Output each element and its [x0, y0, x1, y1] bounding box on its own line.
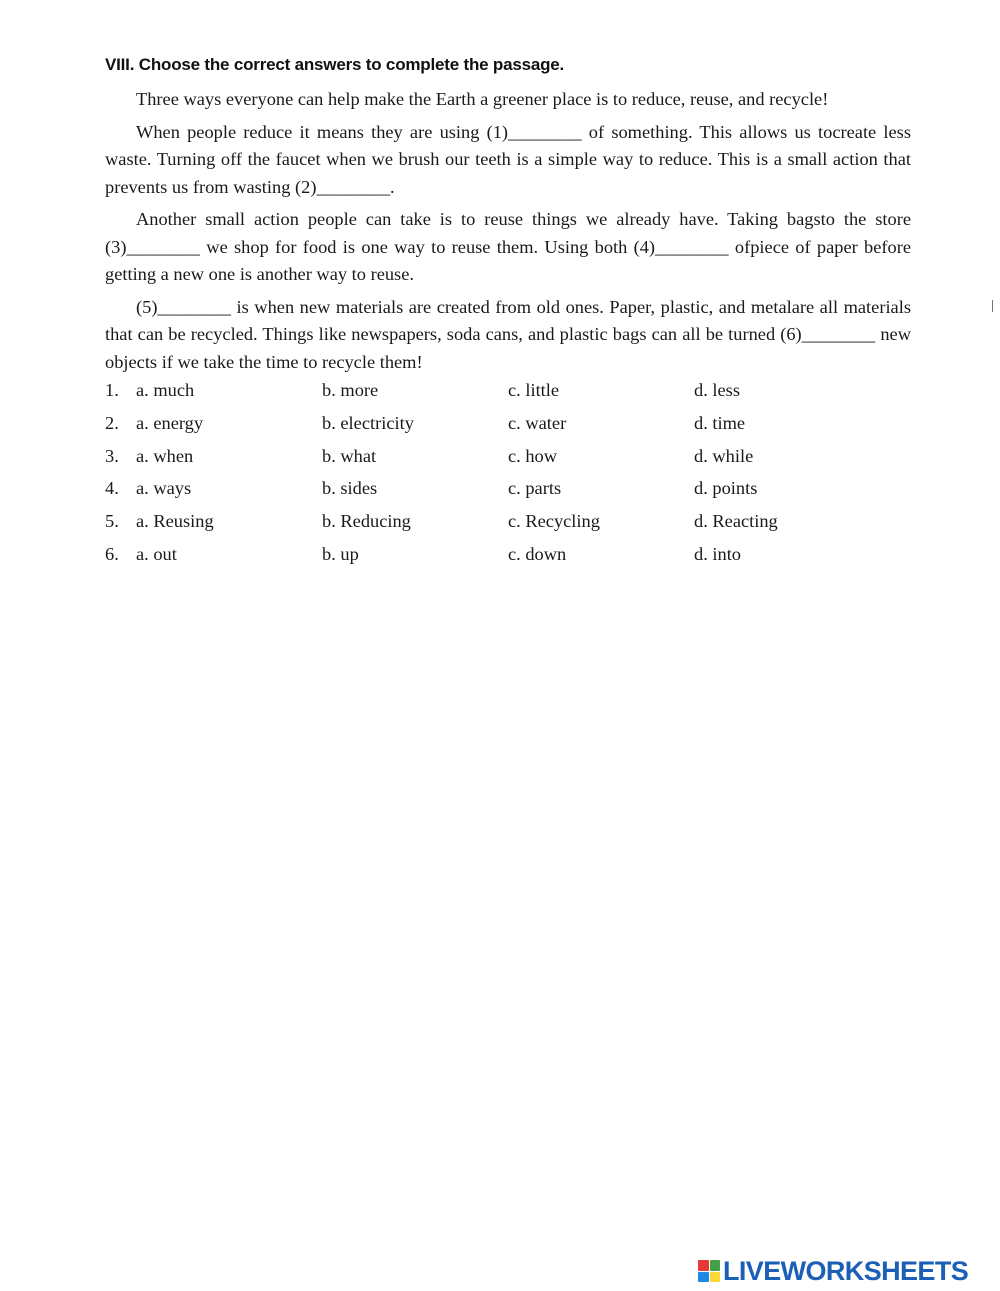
option-a: a. out	[136, 543, 177, 564]
option-d: d. while	[694, 445, 754, 466]
logo-square-yellow	[710, 1272, 721, 1283]
logo-text: LIVEWORKSHEETS	[723, 1255, 969, 1286]
question-row-1	[105, 380, 911, 413]
passage-paragraph-4: (5)________ is when new materials are created from old ones. Paper, plastic, and metalare all materials that can be recycled. Things like newspapers, soda cans, and plastic bags can all be turned (6)________ new objects if we take the time to recycle them!	[105, 296, 911, 372]
question-number: 3.	[105, 445, 119, 466]
question-number: 6.	[105, 543, 119, 564]
option-d: d. points	[694, 478, 758, 499]
reading-passage	[105, 86, 911, 381]
option-d: d. into	[694, 543, 742, 564]
option-b: b. Reducing	[322, 511, 411, 532]
logo-square-blue	[698, 1272, 709, 1283]
logo-square-green	[710, 1260, 721, 1271]
option-a: a. much	[136, 380, 195, 400]
option-b: b. electricity	[322, 412, 414, 433]
question-number: 2.	[105, 412, 119, 433]
margin-mark	[992, 300, 993, 312]
option-d: d. Reacting	[694, 511, 778, 532]
option-b: b. sides	[322, 478, 378, 499]
passage-paragraph-3: Another small action people can take is to reuse things we already have. Taking bagsto the store (3)________ we shop for food is one way to reuse them. Using both (4)________ ofpiece of paper before getting a new one is another way to reuse.	[105, 209, 911, 284]
option-b: b. up	[322, 543, 359, 564]
option-c: c. little	[508, 380, 560, 400]
option-c: c. Recycling	[508, 511, 600, 532]
option-c: c. water	[508, 412, 567, 433]
question-row-4	[105, 478, 911, 511]
liveworksheets-logo	[698, 1257, 968, 1285]
answer-options	[105, 380, 911, 577]
option-a: a. energy	[136, 412, 204, 433]
option-c: c. how	[508, 445, 558, 466]
option-a: a. when	[136, 445, 194, 466]
option-b: b. what	[322, 445, 377, 466]
question-row-5	[105, 511, 911, 544]
question-row-2	[105, 413, 911, 446]
option-a: a. Reusing	[136, 511, 214, 532]
passage-paragraph-2: When people reduce it means they are using (1)________ of something. This allows us tocreate less waste. Turning off the faucet when we brush our teeth is a simple way to reduce. This is a small action that prevents us from wasting (2)________.	[105, 121, 911, 197]
option-d: d. time	[694, 412, 746, 433]
question-row-6	[105, 544, 911, 577]
question-number: 1.	[105, 380, 119, 400]
option-c: c. parts	[508, 478, 562, 499]
option-b: b. more	[322, 380, 379, 400]
question-row-3	[105, 446, 911, 479]
liveworksheets-icon	[698, 1260, 720, 1282]
passage-paragraph-1: Three ways everyone can help make the Earth a greener place is to reduce, reuse, and recycle!	[136, 89, 829, 109]
option-d: d. less	[694, 380, 740, 400]
question-number: 4.	[105, 478, 119, 499]
option-a: a. ways	[136, 478, 192, 499]
exercise-heading: VIII. Choose the correct answers to complete the passage.	[105, 55, 565, 74]
question-number: 5.	[105, 511, 119, 532]
logo-square-red	[698, 1260, 709, 1271]
option-c: c. down	[508, 543, 567, 564]
